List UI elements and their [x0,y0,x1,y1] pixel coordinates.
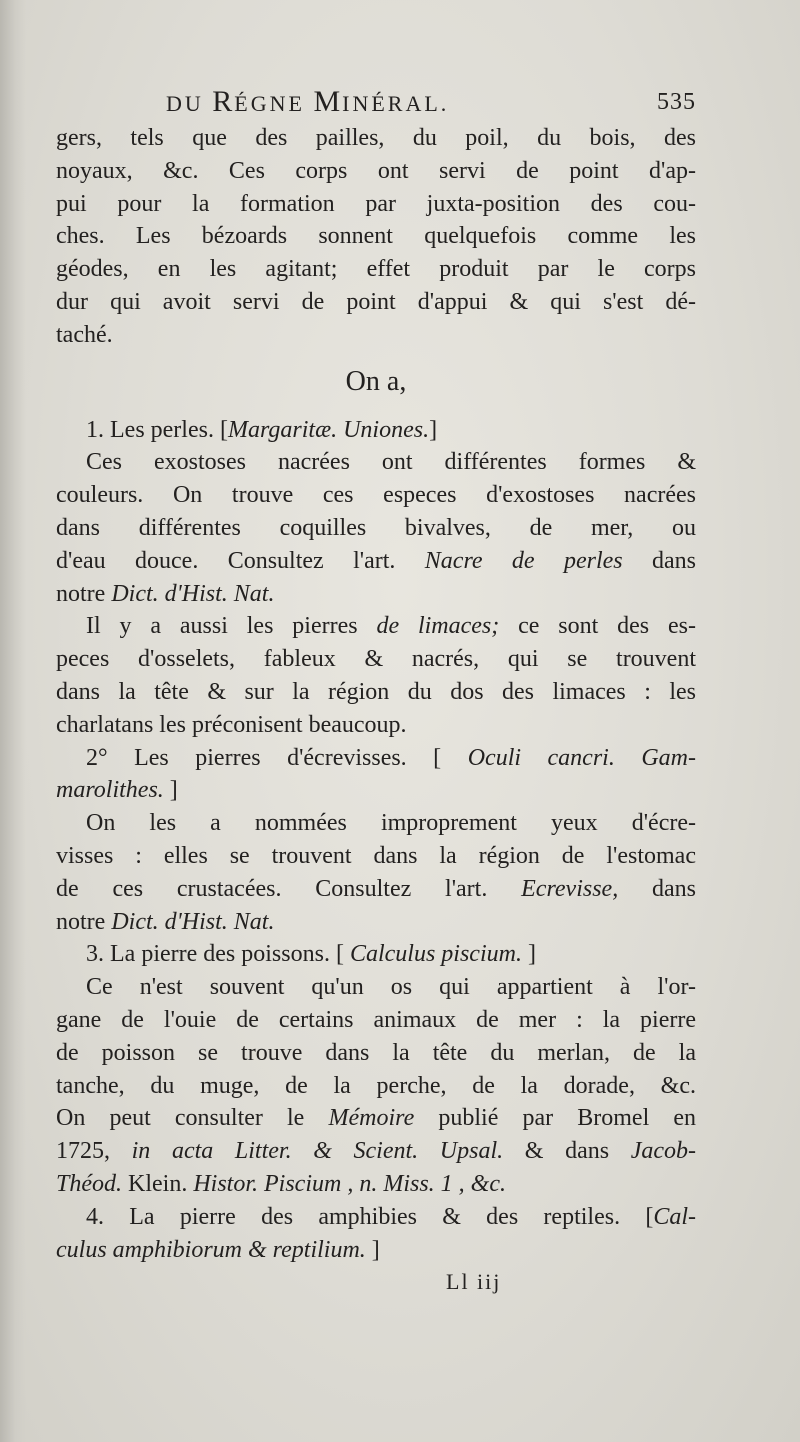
text-line: culus amphibiorum & reptilium. ] [56,1236,380,1263]
signature-mark: Ll iij [446,1269,502,1295]
text-line: taché. [56,321,113,348]
page-gutter-shadow [0,0,26,1442]
text-line: On les a nommées improprement yeux d'écre- [86,810,696,837]
item-heading-ecrevisses: 2° Les pierres d'écrevisses. [ Oculi cancri. Gam- [86,744,697,771]
text-line: peces d'osselets, fableux & nacrés, qui se trouvent [56,646,696,673]
page-text-block [56,86,696,1300]
text-line: noyaux, &c. Ces corps ont servi de point d'ap- [56,157,696,184]
text-line: charlatans les préconisent beaucoup. [56,711,407,738]
page-number: 535 [657,89,696,115]
text-line: Ce n'est souvent qu'un os qui appartient à l'or- [86,974,696,1001]
item-heading-amphibies: 4. La pierre des amphibies & des reptiles. [Cal- [86,1203,696,1230]
text-line: d'eau douce. Consultez l'art. Nacre de perles dans [56,547,697,574]
text-line: notre Dict. d'Hist. Nat. [56,908,275,935]
text-line: dans la tête & sur la région du dos des limaces : les [56,678,696,705]
text-line: notre Dict. d'Hist. Nat. [56,580,275,607]
item-heading-poissons: 3. La pierre des poissons. [ Calculus piscium. ] [86,941,536,968]
text-line: de ces crustacées. Consultez l'art. Ecrevisse, dans [56,875,697,902]
section-heading: On a, [345,365,407,397]
item-heading-perles: 1. Les perles. [Margaritæ. Uniones.] [86,416,438,443]
text-line: dur qui avoit servi de point d'appui & qui s'est dé- [56,288,696,315]
text-line: couleurs. On trouve ces especes d'exostoses nacrées [56,482,696,509]
text-line: géodes, en les agitant; effet produit par le corps [56,256,696,283]
signature-mark-row [56,1266,696,1300]
text-line: ches. Les bézoards sonnent quelquefois comme les [56,223,696,250]
text-line: tanche, du muge, de la perche, de la dorade, &c. [56,1072,696,1099]
running-title: DU RÉGNE MINÉRAL. [166,85,450,118]
text-line: 1725, in acta Litter. & Scient. Upsal. & dans Jacob- [56,1138,697,1165]
text-line: de poisson se trouve dans la tête du merlan, de la [56,1039,696,1066]
text-line: Théod. Klein. Histor. Piscium , n. Miss. 1 , &c. [56,1170,506,1197]
text-line: pui pour la formation par juxta-position des cou- [56,190,696,217]
text-line: dans différentes coquilles bivalves, de mer, ou [56,514,696,541]
text-line: visses : elles se trouvent dans la région de l'estomac [56,842,696,869]
text-line: gane de l'ouie de certains animaux de mer : la pierre [56,1006,696,1033]
text-line: gers, tels que des pailles, du poil, du bois, des [56,125,696,151]
text-line: Il y a aussi les pierres de limaces; ce sont des es- [86,613,696,640]
running-head [56,86,696,122]
text-line: marolithes. ] [56,777,178,804]
text-line: On peut consulter le Mémoire publié par Bromel en [56,1105,697,1132]
text-line: Ces exostoses nacrées ont différentes formes & [86,449,696,476]
